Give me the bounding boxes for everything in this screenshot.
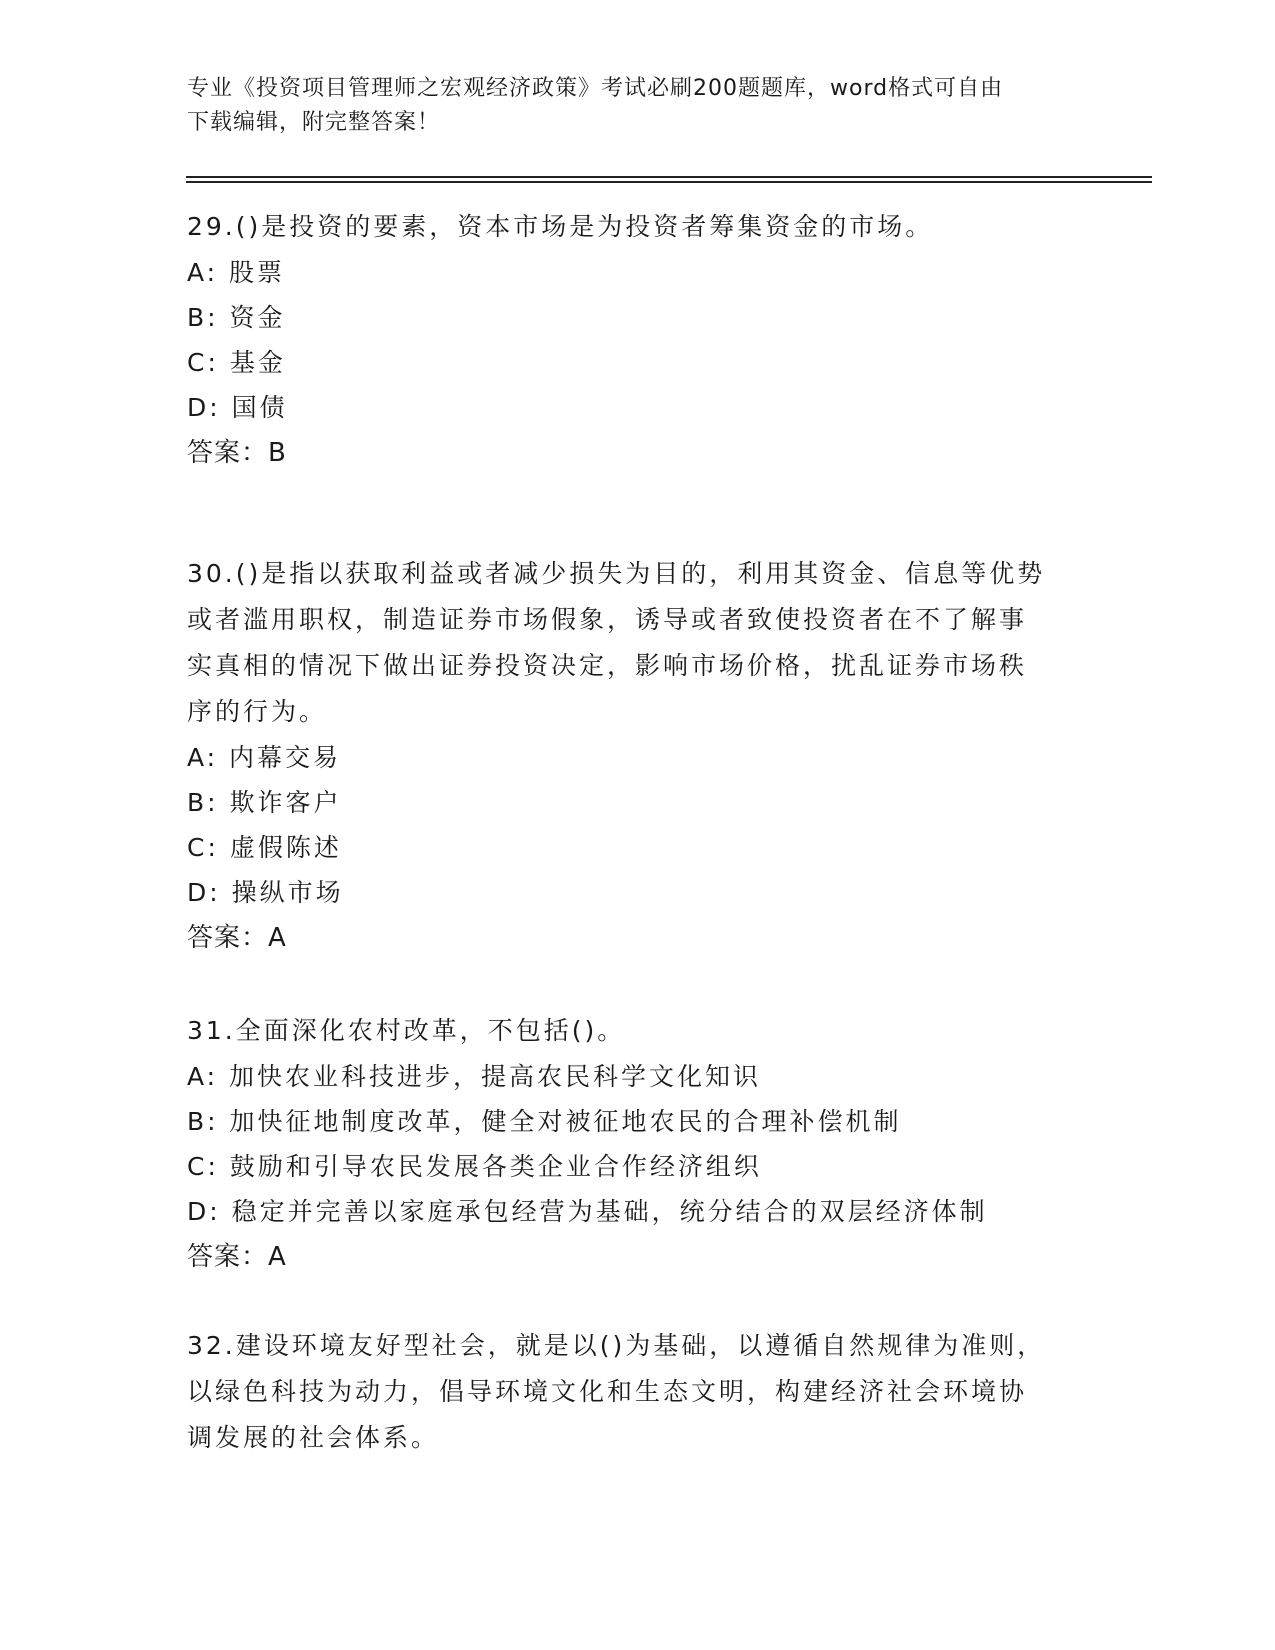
header-line-1: 专业《投资项目管理师之宏观经济政策》考试必刷200题题库，word格式可自由 bbox=[187, 76, 1004, 101]
header-line-2: 下载编辑，附完整答案！ bbox=[187, 110, 441, 135]
question-31 bbox=[187, 1008, 1087, 1280]
header-rule-bottom bbox=[186, 181, 1152, 183]
answer: 答案：A bbox=[187, 923, 287, 953]
question-32 bbox=[187, 1323, 1087, 1461]
document-header bbox=[187, 72, 1067, 140]
option-c: C: 鼓励和引导农民发展各类企业合作经济组织 bbox=[187, 1152, 762, 1181]
option-d: D: 操纵市场 bbox=[187, 878, 344, 907]
question-text-line: 实真相的情况下做出证券投资决定，影响市场价格，扰乱证券市场秩 bbox=[187, 651, 1028, 680]
question-text-line: 30.()是指以获取利益或者减少损失为目的，利用其资金、信息等优势 bbox=[187, 559, 1046, 588]
option-b: B: 资金 bbox=[187, 303, 286, 332]
header-rule-top bbox=[186, 176, 1152, 178]
question-text: 31.全面深化农村改革，不包括()。 bbox=[187, 1016, 626, 1045]
option-d: D: 国债 bbox=[187, 393, 288, 422]
option-b: B: 加快征地制度改革，健全对被征地农民的合理补偿机制 bbox=[187, 1107, 902, 1136]
question-text-line: 以绿色科技为动力，倡导环境文化和生态文明，构建经济社会环境协 bbox=[187, 1377, 1028, 1406]
option-c: C: 基金 bbox=[187, 348, 286, 377]
option-d: D: 稳定并完善以家庭承包经营为基础，统分结合的双层经济体制 bbox=[187, 1197, 988, 1226]
question-text-line: 32.建设环境友好型社会，就是以()为基础，以遵循自然规律为准则， bbox=[187, 1331, 1046, 1360]
question-text-line: 序的行为。 bbox=[187, 697, 328, 726]
question-text-line: 或者滥用职权，制造证券市场假象，诱导或者致使投资者在不了解事 bbox=[187, 605, 1028, 634]
question-text: 29.()是投资的要素，资本市场是为投资者筹集资金的市场。 bbox=[187, 212, 934, 241]
option-b: B: 欺诈客户 bbox=[187, 788, 342, 817]
question-30 bbox=[187, 551, 1087, 961]
option-a: A: 内幕交易 bbox=[187, 743, 342, 772]
answer: 答案：A bbox=[187, 1242, 287, 1272]
option-a: A: 股票 bbox=[187, 258, 286, 287]
option-c: C: 虚假陈述 bbox=[187, 833, 342, 862]
option-a: A: 加快农业科技进步，提高农民科学文化知识 bbox=[187, 1062, 762, 1091]
answer: 答案：B bbox=[187, 438, 287, 468]
question-29 bbox=[187, 204, 1087, 476]
question-text-line: 调发展的社会体系。 bbox=[187, 1423, 440, 1452]
